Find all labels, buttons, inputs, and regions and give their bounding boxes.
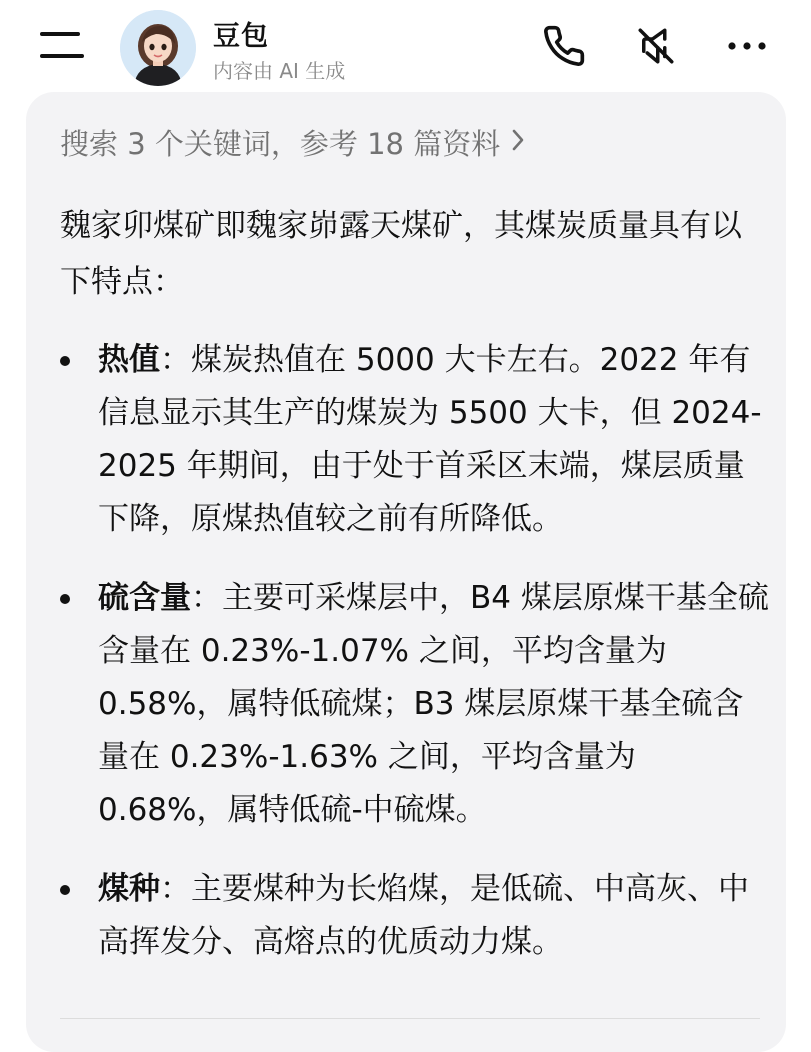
bullet-colon: ： (160, 342, 191, 378)
ai-generated-note: 内容由 AI 生成 (213, 59, 346, 83)
search-summary: 搜索 3 个关键词，参考 18 篇资料 (60, 127, 501, 161)
list-item (60, 334, 770, 546)
chat-title: 豆包 (213, 21, 269, 52)
chat-header (0, 0, 811, 92)
bullet-text: 主要煤种为长焰煤，是低硫、中高灰、中高挥发分、高熔点的优质动力煤。 (98, 871, 749, 960)
bullet-text: 主要可采煤层中，B4 煤层原煤干基全硫含量在 0.23%-1.07% 之间，平均含量为 0.58%，属特低硫煤；B3 煤层原煤干基全硫含量在 0.23%-1.63% 之间，平均含量为 0.68%，属特低硫-中硫煤。 (98, 580, 769, 828)
list-item (60, 863, 770, 969)
menu-icon[interactable] (40, 30, 86, 64)
list-item (60, 572, 770, 837)
bullet-dot (60, 594, 70, 604)
bullet-colon: ： (160, 871, 191, 907)
answer-card (26, 92, 786, 1052)
avatar[interactable] (120, 10, 196, 86)
phone-icon[interactable] (540, 22, 588, 70)
search-references-link[interactable] (60, 122, 526, 163)
bullet-text: 煤炭热值在 5000 大卡左右。2022 年有信息显示其生产的煤炭为 5500 大卡，但 2024-2025 年期间，由于处于首采区末端，煤层质量下降，原煤热值较之前有所降低。 (98, 342, 762, 537)
bullet-dot (60, 356, 70, 366)
bullet-colon: ： (191, 580, 222, 616)
bullet-label: 煤种 (98, 871, 160, 907)
more-icon[interactable] (723, 22, 771, 70)
bullet-label: 热值 (98, 342, 160, 378)
bullet-dot (60, 885, 70, 895)
speaker-muted-icon[interactable] (632, 22, 680, 70)
bullet-label: 硫含量 (98, 580, 191, 616)
answer-intro: 魏家卯煤矿即魏家峁露天煤矿，其煤炭质量具有以下特点： (60, 208, 742, 300)
answer-bullet-list (60, 334, 770, 995)
chevron-right-icon (510, 126, 526, 160)
divider (60, 1018, 760, 1019)
